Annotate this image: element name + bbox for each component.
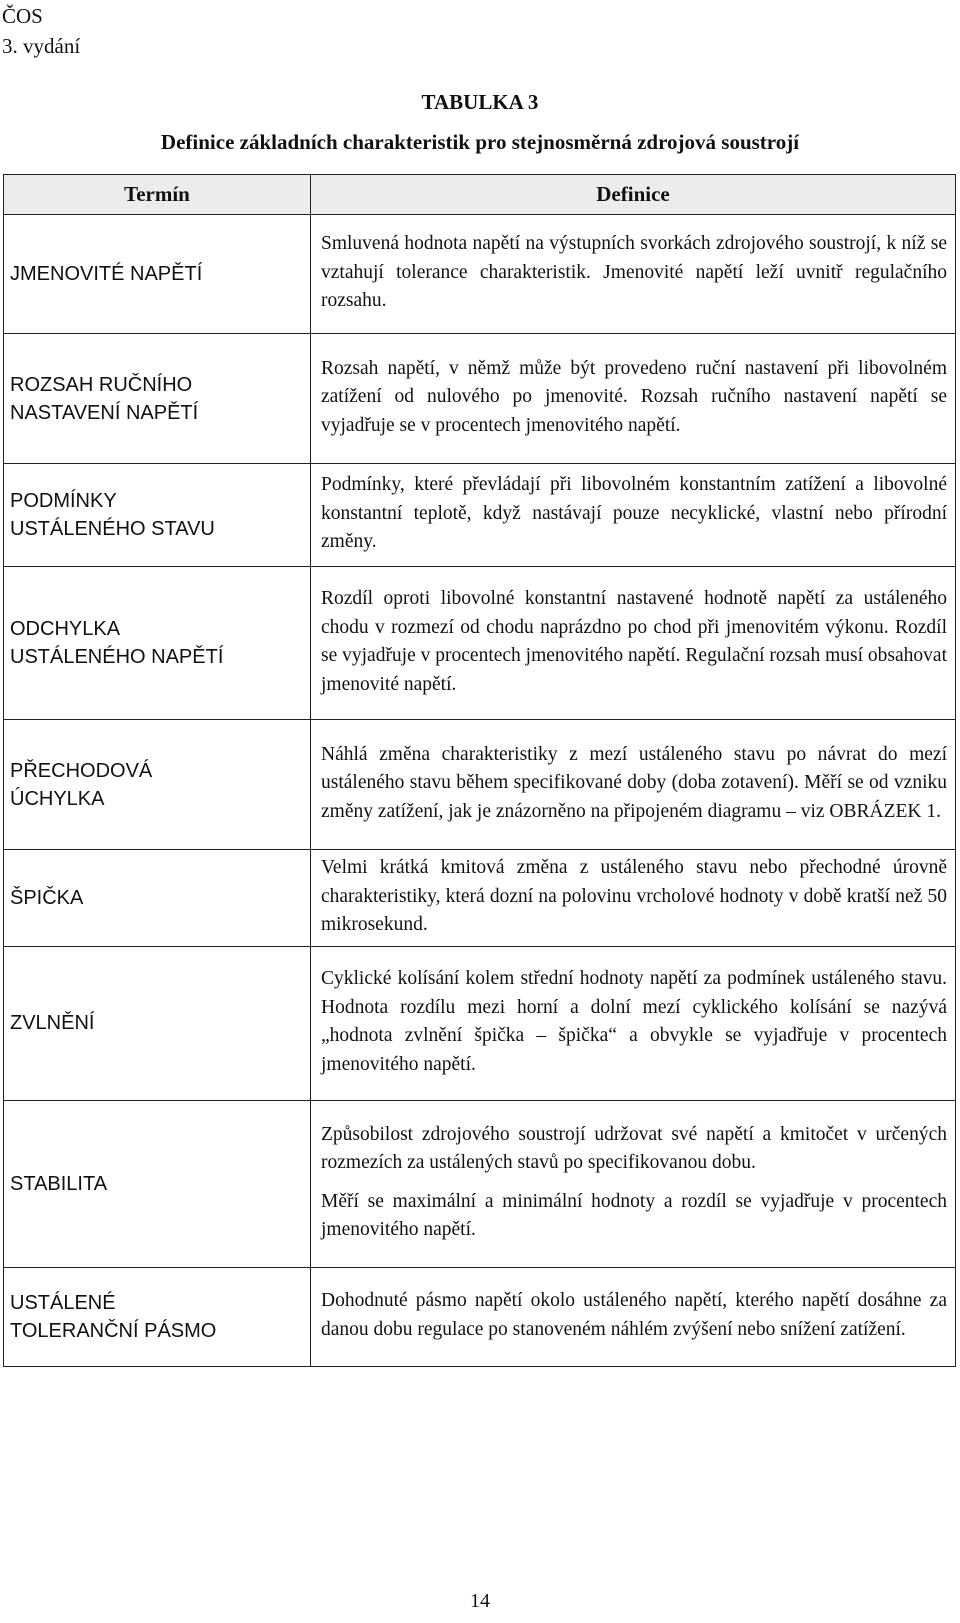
definition-text: Rozsah napětí, v němž může být provedeno ruční nastavení při libovolném zatížení od nulového po jmenovité. Rozsah ručního nastavení napětí se vyjadřuje se v procentech jmenovitého napětí.: [321, 357, 947, 436]
term-line: TOLERANČNÍ PÁSMO: [10, 1319, 217, 1342]
definition-text: Velmi krátká kmitová změna z ustáleného stavu nebo přechodné úrovně charakteristiky, která dozní na polovinu vrcholové hodnoty v době kratší než 50 mikrosekund.: [321, 857, 947, 935]
document-code: ČOS: [2, 4, 43, 28]
term-line: ÚCHYLKA: [10, 787, 105, 810]
definition-cell: [311, 720, 956, 850]
term-line: USTÁLENÉ: [10, 1291, 116, 1314]
term-cell: [4, 720, 311, 850]
term-line: PŘECHODOVÁ: [10, 759, 153, 782]
term-cell: [4, 850, 311, 947]
term-line: USTÁLENÉHO NAPĚTÍ: [10, 646, 224, 668]
definition-cell: [311, 946, 956, 1100]
term-line: JMENOVITÉ NAPĚTÍ: [10, 263, 203, 285]
term-cell: [4, 1267, 311, 1366]
term-line: STABILITA: [10, 1172, 108, 1195]
term-line: ŠPIČKA: [10, 886, 84, 909]
table-row: [4, 334, 956, 464]
definition-text: Podmínky, které převládají při libovolném konstantním zatížení a libovolné konstantní teplotě, když nastávají pouze necyklické, vlastní nebo přírodní změny.: [321, 474, 947, 553]
table-row: [4, 567, 956, 720]
table-body: [4, 215, 956, 1367]
definitions-table: [3, 174, 956, 1367]
definition-column-header: Definice: [311, 175, 956, 215]
definition-text: Způsobilost zdrojového soustrojí udržovat své napětí a kmitočet v určených rozmezích za ustálených stavů po specifikovanou dobu.: [321, 1123, 947, 1173]
table-row: [4, 720, 956, 850]
table-row: [4, 215, 956, 334]
term-line: ZVLNĚNÍ: [10, 1012, 95, 1034]
page-number: 14: [470, 1590, 490, 1612]
term-line: ODCHYLKA: [10, 618, 121, 640]
table-number: TABULKA 3: [421, 90, 539, 114]
table-row: [4, 1100, 956, 1267]
definition-text: Smluvená hodnota napětí na výstupních svorkách zdrojového soustrojí, k níž se vztahují tolerance charakteristik. Jmenovité napětí leží uvnitř regulačního rozsahu.: [321, 233, 947, 312]
term-column-header: Termín: [4, 175, 311, 215]
definition-text: Cyklické kolísání kolem střední hodnoty napětí za podmínek ustáleného stavu. Hodnota rozdílu mezi horní a dolní mezí cyklického kolísání se nazývá „hodnota zvlnění špička – špička“ a obvykle se vyjadřuje v procentech jmenovitého napětí.: [321, 968, 947, 1075]
definition-text: Dohodnuté pásmo napětí okolo ustáleného napětí, kterého napětí dosáhne za danou dobu regulace po stanoveném náhlém zvýšení nebo snížení zatížení.: [321, 1290, 947, 1340]
table-row: [4, 850, 956, 947]
term-cell: [4, 1100, 311, 1267]
table-header-row: [4, 175, 956, 215]
definition-cell: [311, 1267, 956, 1366]
definition-text: Měří se maximální a minimální hodnoty a rozdíl se vyjadřuje v procentech jmenovitého napětí.: [321, 1190, 947, 1240]
term-cell: [4, 215, 311, 334]
term-cell: [4, 464, 311, 567]
definition-cell: [311, 215, 956, 334]
definition-text: Náhlá změna charakteristiky z mezí ustáleného stavu po návrat do mezí ustáleného stavu během specifikované doby (doba zotavení). Měří se od vzniku změny zatížení, jak je znázorněno na připojeném diagramu – viz OBRÁZEK 1.: [321, 743, 947, 822]
table-caption: Definice základních charakteristik pro stejnosměrná zdrojová soustrojí: [160, 130, 800, 154]
term-cell: [4, 334, 311, 464]
definition-cell: [311, 464, 956, 567]
term-line: ROZSAH RUČNÍHO: [10, 373, 193, 396]
definition-cell: [311, 1100, 956, 1267]
term-cell: [4, 946, 311, 1100]
definition-cell: [311, 334, 956, 464]
term-line: NASTAVENÍ NAPĚTÍ: [10, 401, 199, 424]
definition-text: Rozdíl oproti libovolné konstantní nastavené hodnotě napětí za ustáleného chodu v rozmezí od chodu naprázdno po chod při jmenovitém výkonu. Rozdíl se vyjadřuje v procentech jmenovitého napětí. Regulační rozsah musí obsahovat jmenovité napětí.: [321, 588, 947, 695]
document-edition: 3. vydání: [2, 34, 81, 58]
definition-cell: [311, 850, 956, 947]
term-cell: [4, 567, 311, 720]
term-line: PODMÍNKY: [10, 490, 117, 512]
table-row: [4, 1267, 956, 1366]
definition-cell: [311, 567, 956, 720]
table-row: [4, 946, 956, 1100]
term-line: USTÁLENÉHO STAVU: [10, 518, 215, 540]
table-row: [4, 464, 956, 567]
